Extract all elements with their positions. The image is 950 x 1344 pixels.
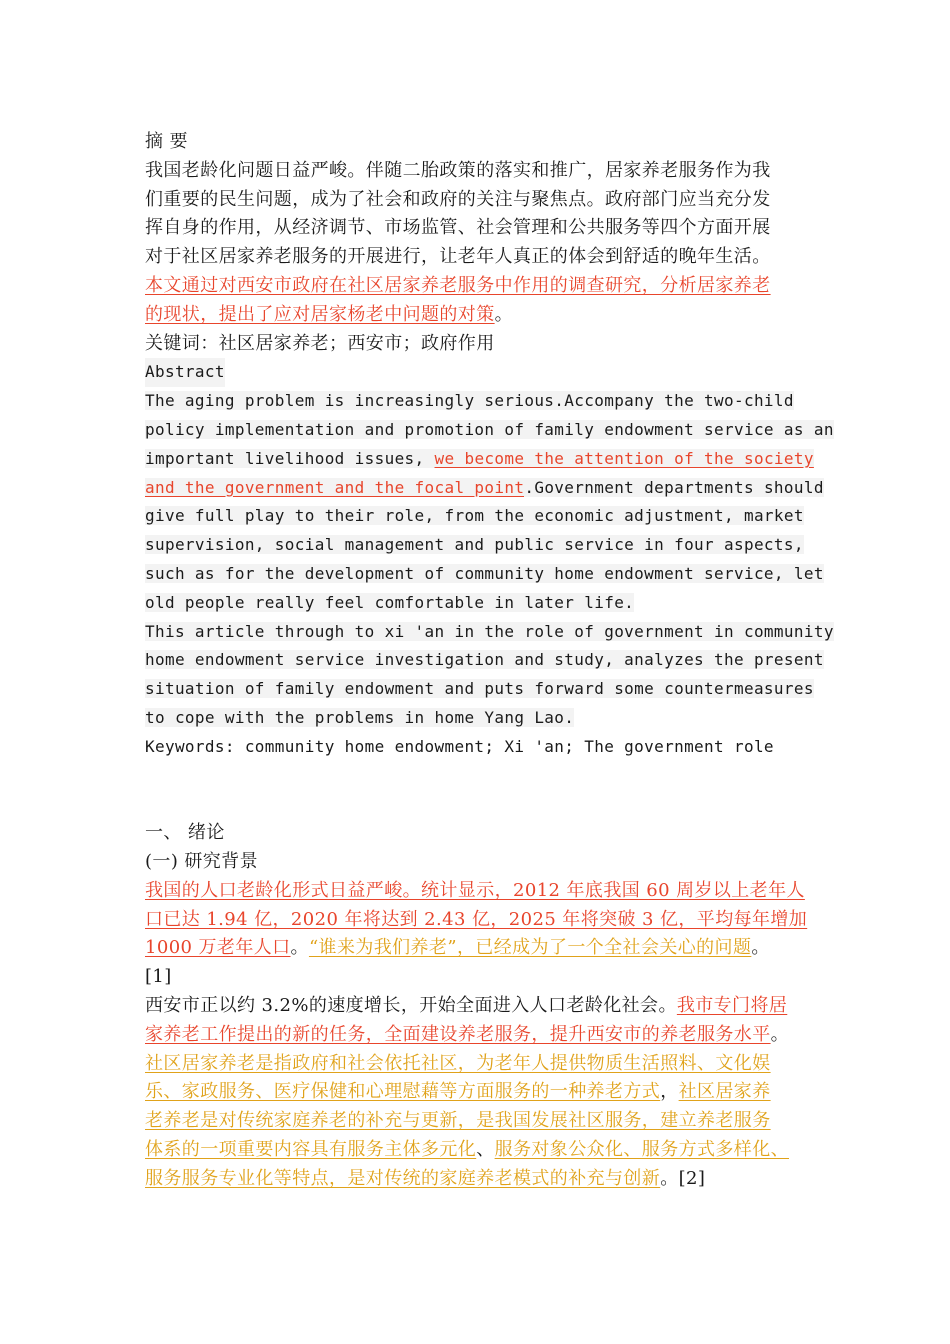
text-span: .Government departments should bbox=[524, 477, 824, 497]
text-line bbox=[145, 560, 825, 589]
text-span: This article through to xi 'an in the role of government in community bbox=[145, 621, 834, 641]
document-page bbox=[145, 128, 834, 1193]
text-line bbox=[145, 1165, 825, 1194]
text-span: situation of family endowment and puts forward some countermeasures bbox=[145, 679, 814, 699]
text-span: 西安市正以约 3.2%的速度增长，开始全面进入人口老龄化社会。 bbox=[145, 994, 677, 1016]
text-span: 对于社区居家养老服务的开展进行，让老年人真正的体会到舒适的晚年生活。 bbox=[145, 246, 771, 268]
annotated-span: 服务服务专业化等特点，是对传统的家庭养老模式的补充与创新 bbox=[145, 1167, 661, 1189]
text-span: home endowment service investigation and study, analyzes the present bbox=[145, 650, 824, 670]
text-span: 挥自身的作用，从经济调节、市场监管、社会管理和公共服务等四个方面开展 bbox=[145, 217, 771, 239]
abstract-cn-keywords: 关键词：社区居家养老；西安市；政府作用 bbox=[145, 332, 495, 354]
section1-heading: 一、 绪论 bbox=[145, 822, 225, 844]
abstract-en-heading: Abstract bbox=[145, 358, 225, 387]
text-span: such as for the development of community home endowment service, let bbox=[145, 563, 824, 583]
text-span: policy implementation and promotion of family endowment service as an bbox=[145, 419, 834, 439]
text-line bbox=[145, 531, 825, 560]
section1-subheading: (一) 研究背景 bbox=[145, 850, 258, 872]
annotated-span: 老养老是对传统家庭养老的补充与更新，是我国发展社区服务，建立养老服务 bbox=[145, 1110, 771, 1132]
text-line bbox=[145, 1021, 825, 1050]
text-line bbox=[145, 1107, 825, 1136]
annotated-span: 口已达 1.94 亿，2020 年将达到 2.43 亿，2025 年将突破 3 亿，平均每年增加 bbox=[145, 908, 808, 930]
text-span: 们重要的民生问题，成为了社会和政府的关注与聚焦点。政府部门应当充分发 bbox=[145, 188, 771, 210]
text-line bbox=[145, 1050, 825, 1079]
text-line bbox=[145, 675, 825, 704]
text-line bbox=[145, 646, 825, 675]
text-span: ， bbox=[660, 1081, 679, 1103]
text-span: 我国老龄化问题日益严峻。伴随二胎政策的落实和推广，居家养老服务作为我 bbox=[145, 159, 771, 181]
text-line bbox=[145, 474, 825, 503]
text-line bbox=[145, 618, 834, 647]
text-line bbox=[145, 589, 825, 618]
text-span: 。 bbox=[290, 937, 309, 959]
text-line bbox=[145, 1078, 825, 1107]
text-span: to cope with the problems in home Yang Lao. bbox=[145, 707, 575, 727]
text-line bbox=[145, 416, 834, 445]
annotated-span: 家养老工作提出的新的任务，全面建设养老服务，提升西安市的养老服务水平 bbox=[145, 1023, 771, 1045]
text-line bbox=[145, 445, 825, 474]
text-line bbox=[145, 214, 825, 243]
annotated-span: 社区居家养 bbox=[678, 1081, 771, 1103]
text-span: 。 bbox=[494, 303, 514, 325]
text-line bbox=[145, 963, 825, 992]
section-gap bbox=[145, 762, 825, 820]
text-span: supervision, social management and public service in four aspects, bbox=[145, 535, 804, 555]
text-line bbox=[145, 877, 825, 906]
annotated-span: 体系的一项重要内容具有服务主体多元化 bbox=[145, 1138, 477, 1160]
text-line bbox=[145, 157, 825, 186]
text-span: 。 bbox=[751, 937, 770, 959]
abstract-en-keywords: Keywords: community home endowment; Xi 'an; The government role bbox=[145, 736, 774, 756]
text-line bbox=[145, 992, 825, 1021]
text-line bbox=[145, 301, 825, 330]
abstract-cn-heading: 摘 要 bbox=[145, 131, 188, 152]
annotated-span: “谁来为我们养老”，已经成为了一个全社会关心的问题 bbox=[308, 937, 752, 959]
abstract-cn-body bbox=[145, 157, 825, 330]
text-line bbox=[145, 502, 825, 531]
annotated-span: 的现状，提出了应对居家杨老中问题的对策 bbox=[145, 303, 495, 325]
annotated-span: 我国的人口老龄化形式日益严峻。统计显示，2012 年底我国 60 周岁以上老年人 bbox=[145, 879, 805, 901]
annotated-span: 本文通过对西安市政府在社区居家养老服务中作用的调查研究，分析居家养老 bbox=[145, 274, 771, 296]
text-line bbox=[145, 1136, 825, 1165]
abstract-en-body bbox=[145, 387, 834, 733]
text-line bbox=[145, 704, 825, 733]
text-span: important livelihood issues, bbox=[145, 448, 435, 468]
annotated-span: 社区居家养老是指政府和社会依托社区，为老年人提供物质生活照料、文化娱 bbox=[145, 1052, 771, 1074]
text-line bbox=[145, 243, 825, 272]
text-line bbox=[145, 387, 825, 416]
text-span: The aging problem is increasingly serious.Accompany the two-child bbox=[145, 391, 794, 411]
text-line bbox=[145, 934, 825, 963]
annotated-span: and the government and the focal point bbox=[145, 477, 525, 497]
text-line bbox=[145, 906, 825, 935]
annotated-span: 1000 万老年人口 bbox=[145, 937, 291, 959]
text-span: [1] bbox=[145, 966, 172, 988]
annotated-span: 我市专门将居 bbox=[676, 994, 788, 1016]
text-span: give full play to their role, from the economic adjustment, market bbox=[145, 506, 804, 526]
annotated-span: 服务对象公众化、服务方式多样化、 bbox=[494, 1138, 790, 1160]
section1-body bbox=[145, 877, 825, 1194]
text-line bbox=[145, 186, 825, 215]
annotated-span: 乐、家政服务、医疗保健和心理慰藉等方面服务的一种养老方式 bbox=[145, 1081, 661, 1103]
text-span: 、 bbox=[476, 1138, 495, 1160]
text-line bbox=[145, 272, 825, 301]
text-span: old people really feel comfortable in later life. bbox=[145, 592, 635, 612]
text-span: 。 bbox=[770, 1023, 790, 1045]
annotated-span: we become the attention of the society bbox=[434, 448, 814, 468]
text-span: 。[2] bbox=[660, 1167, 706, 1189]
